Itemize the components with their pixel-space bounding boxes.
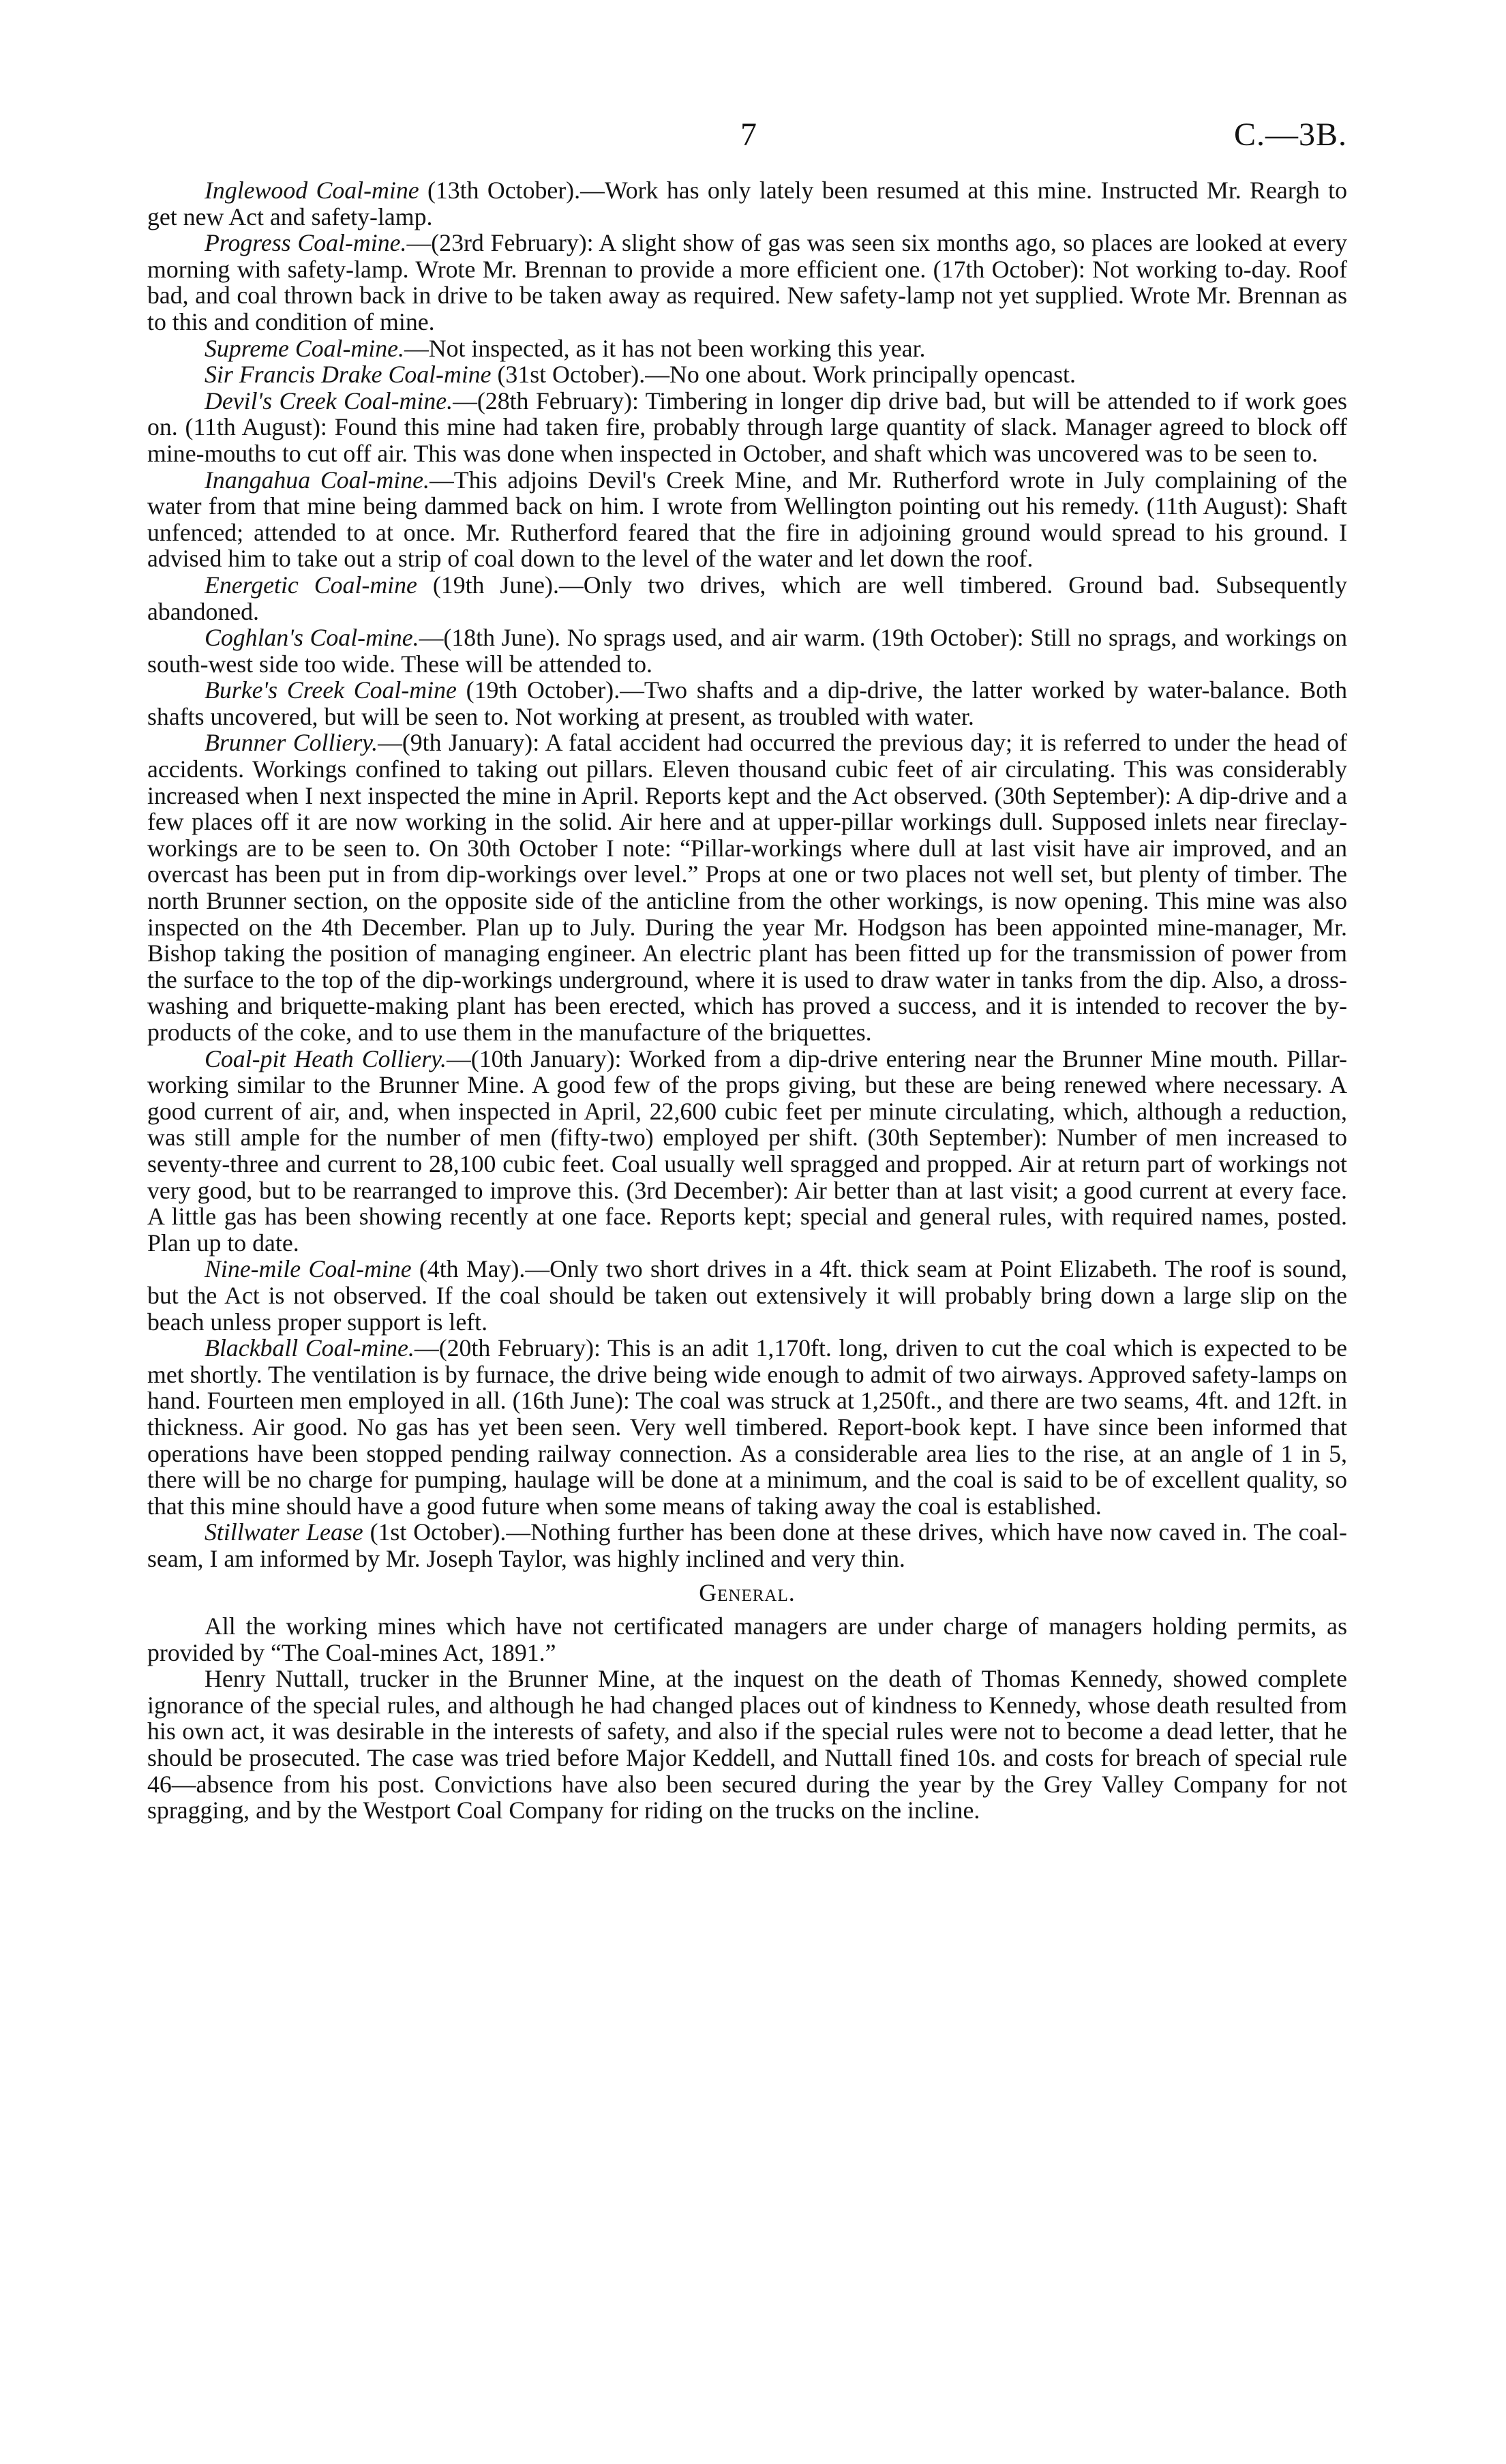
mine-paragraph (147, 1519, 1347, 1572)
mine-name: Coghlan's Coal-mine. (205, 624, 419, 652)
general-section (147, 1613, 1347, 1824)
mine-name: Energetic Coal-mine (205, 571, 417, 599)
mine-paragraph (147, 1256, 1347, 1335)
document-page (147, 116, 1347, 1824)
mine-name: Stillwater Lease (205, 1518, 363, 1546)
mine-paragraph (147, 177, 1347, 230)
mine-text: (19th October).—Two shafts and a dip-drive, the latter worked by water-balance. Both shafts uncovered, but will be seen to. Not working at present, as troubled with water. (147, 676, 1347, 730)
mine-paragraph (147, 1046, 1347, 1257)
mine-reports (147, 177, 1347, 1572)
mine-text: —(9th January): A fatal accident had occurred the previous day; it is referred to under the head of accidents. Workings confined to taking out pillars. Eleven thousand cubic feet of air circulating. This was considerably increased when I next inspected the mine in April. Reports kept and the Act observed. (30th September): A dip-drive and a few places off it are now working in the solid. Air here and at upper-pillar workings dull. Supposed inlets near fireclay-workings are to be seen to. On 30th October I note: “Pillar-workings where dull at last visit have air improved, and an overcast has been put in from dip-workings over level.” Props at one or two places not well set, but plenty of timber. The north Brunner section, on the opposite side of the anticline from the other workings, is now opening. This mine was also inspected on the 4th December. Plan up to July. During the year Mr. Hodgson has been appointed mine-manager, Mr. Bishop taking the position of managing engineer. An electric plant has been fitted up for the transmission of power from the surface to the top of the dip-workings underground, where it is used to draw water in tanks from the dip. Also, a dross-washing and briquette-making plant has been erected, which has proved a success, and it is intended to recover the by-products of the coke, and to use them in the manufacture of the briquettes. (147, 729, 1347, 1046)
mine-paragraph (147, 677, 1347, 730)
mine-paragraph (147, 572, 1347, 625)
mine-paragraph (147, 388, 1347, 467)
general-paragraph: All the working mines which have not certificated managers are under charge of managers holding permits, as provided by “The Coal-mines Act, 1891.” (147, 1612, 1347, 1666)
mine-name: Devil's Creek Coal-mine. (205, 387, 453, 415)
mine-text: —Not inspected, as it has not been working this year. (404, 334, 926, 362)
mine-text: —(20th February): This is an adit 1,170ft. long, driven to cut the coal which is expected to be met shortly. The ventilation is by furnace, the drive being wide enough to admit of two airways. Approved safety-lamps on hand. Fourteen men employed in all. (16th June): The coal was struck at 1,250ft., and there are two seams, 4ft. and 12ft. in thickness. Air good. No gas has yet been seen. Very well timbered. Report-book kept. I have since been informed that operations have been stopped pending railway connection. As a considerable area lies to the rise, at an angle of 1 in 5, there will be no charge for pumping, haulage will be done at a minimum, and the coal is said to be of excellent quality, so that this mine should have a good future when some means of taking away the coal is established. (147, 1334, 1347, 1520)
page-header (147, 116, 1347, 177)
mine-text: —(28th February): Timbering in longer dip drive bad, but will be attended to if work goes on. (11th August): Found this mine had taken fire, probably through large quantity of slack. Manager agreed to block off mine-mouths to cut off air. This was done when inspected in October, and shaft which was uncovered was to be seen to. (147, 387, 1347, 467)
mine-paragraph (147, 1335, 1347, 1519)
mine-name: Nine-mile Coal-mine (205, 1255, 412, 1283)
mine-paragraph (147, 730, 1347, 1045)
mine-paragraph (147, 625, 1347, 677)
mine-text: (13th October).—Work has only lately been resumed at this mine. Instructed Mr. Reargh to get new Act and safety-lamp. (147, 177, 1347, 230)
section-heading-general: General. (699, 1579, 796, 1607)
mine-name: Inglewood Coal-mine (205, 177, 419, 204)
page-number: 7 (740, 117, 757, 153)
mine-text: —(10th January): Worked from a dip-drive entering near the Brunner Mine mouth. Pillar-working similar to the Brunner Mine. A good few of the props giving, but these are being renewed where necessary. A good current of air, and, when inspected in April, 22,600 cubic feet per minute circulating, which, although a reduction, was still ample for the number of men (fifty-two) employed per shift. (30th September): Number of men increased to seventy-three and current to 28,100 cubic feet. Coal usually well spragged and propped. Air at return part of workings not very good, but to be rearranged to improve this. (3rd December): Air better than at last visit; a good current at every face. A little gas has been showing recently at one face. Reports kept; special and general rules, with required names, posted. Plan up to date. (147, 1045, 1347, 1257)
mine-text: (31st October).—No one about. Work principally opencast. (491, 361, 1076, 389)
document-reference: C.—3B. (1233, 117, 1347, 153)
mine-text: (1st October).—Nothing further has been done at these drives, which have now caved in. The coal-seam, I am informed by Mr. Joseph Taylor, was highly inclined and very thin. (147, 1518, 1347, 1572)
general-paragraph: Henry Nuttall, trucker in the Brunner Mine, at the inquest on the death of Thomas Kennedy, showed complete ignorance of the special rules, and although he had changed places out of kindness to Kennedy, whose death resulted from his own act, it was desirable in the interests of safety, and also if the special rules were not to become a dead letter, that he should be prosecuted. The case was tried before Major Keddell, and Nuttall fined 10s. and costs for breach of special rule 46—absence from his post. Convictions have also been secured during the year by the Grey Valley Company for not spragging, and by the Westport Coal Company for riding on the trucks on the incline. (147, 1665, 1347, 1824)
mine-text: —(18th June). No sprags used, and air warm. (19th October): Still no sprags, and workings on south-west side too wide. These will be attended to. (147, 624, 1347, 678)
mine-text: (19th June).—Only two drives, which are well timbered. Ground bad. Subsequently abandoned. (147, 571, 1347, 625)
mine-name: Inangahua Coal-mine. (205, 466, 430, 494)
mine-paragraph (147, 361, 1347, 388)
mine-paragraph (147, 230, 1347, 335)
mine-name: Sir Francis Drake Coal-mine (205, 361, 492, 389)
mine-text: —This adjoins Devil's Creek Mine, and Mr. Rutherford wrote in July complaining of the water from that mine being dammed back on him. I wrote from Wellington pointing out his remedy. (11th August): Shaft unfenced; attended to at once. Mr. Rutherford feared that the fire in adjoining ground would spread to his ground. I advised him to take out a strip of coal down to the level of the water and let down the roof. (147, 466, 1347, 573)
mine-name: Coal-pit Heath Colliery. (205, 1045, 447, 1072)
mine-name: Brunner Colliery. (205, 729, 378, 757)
mine-name: Blackball Coal-mine. (205, 1334, 415, 1362)
mine-name: Supreme Coal-mine. (205, 334, 404, 362)
mine-text: (4th May).—Only two short drives in a 4ft. thick seam at Point Elizabeth. The roof is sound, but the Act is not observed. If the coal should be taken out extensively it will probably bring down a large slip on the beach unless proper support is left. (147, 1255, 1347, 1336)
mine-name: Progress Coal-mine. (205, 229, 407, 257)
mine-text: —(23rd February): A slight show of gas was seen six months ago, so places are looked at every morning with safety-lamp. Wrote Mr. Brennan to provide a more efficient one. (17th October): Not working to-day. Roof bad, and coal thrown back in drive to be taken away as required. New safety-lamp not yet supplied. Wrote Mr. Brennan as to this and condition of mine. (147, 229, 1348, 335)
mine-paragraph (147, 467, 1347, 572)
mine-paragraph (147, 335, 1347, 362)
mine-name: Burke's Creek Coal-mine (205, 676, 457, 704)
